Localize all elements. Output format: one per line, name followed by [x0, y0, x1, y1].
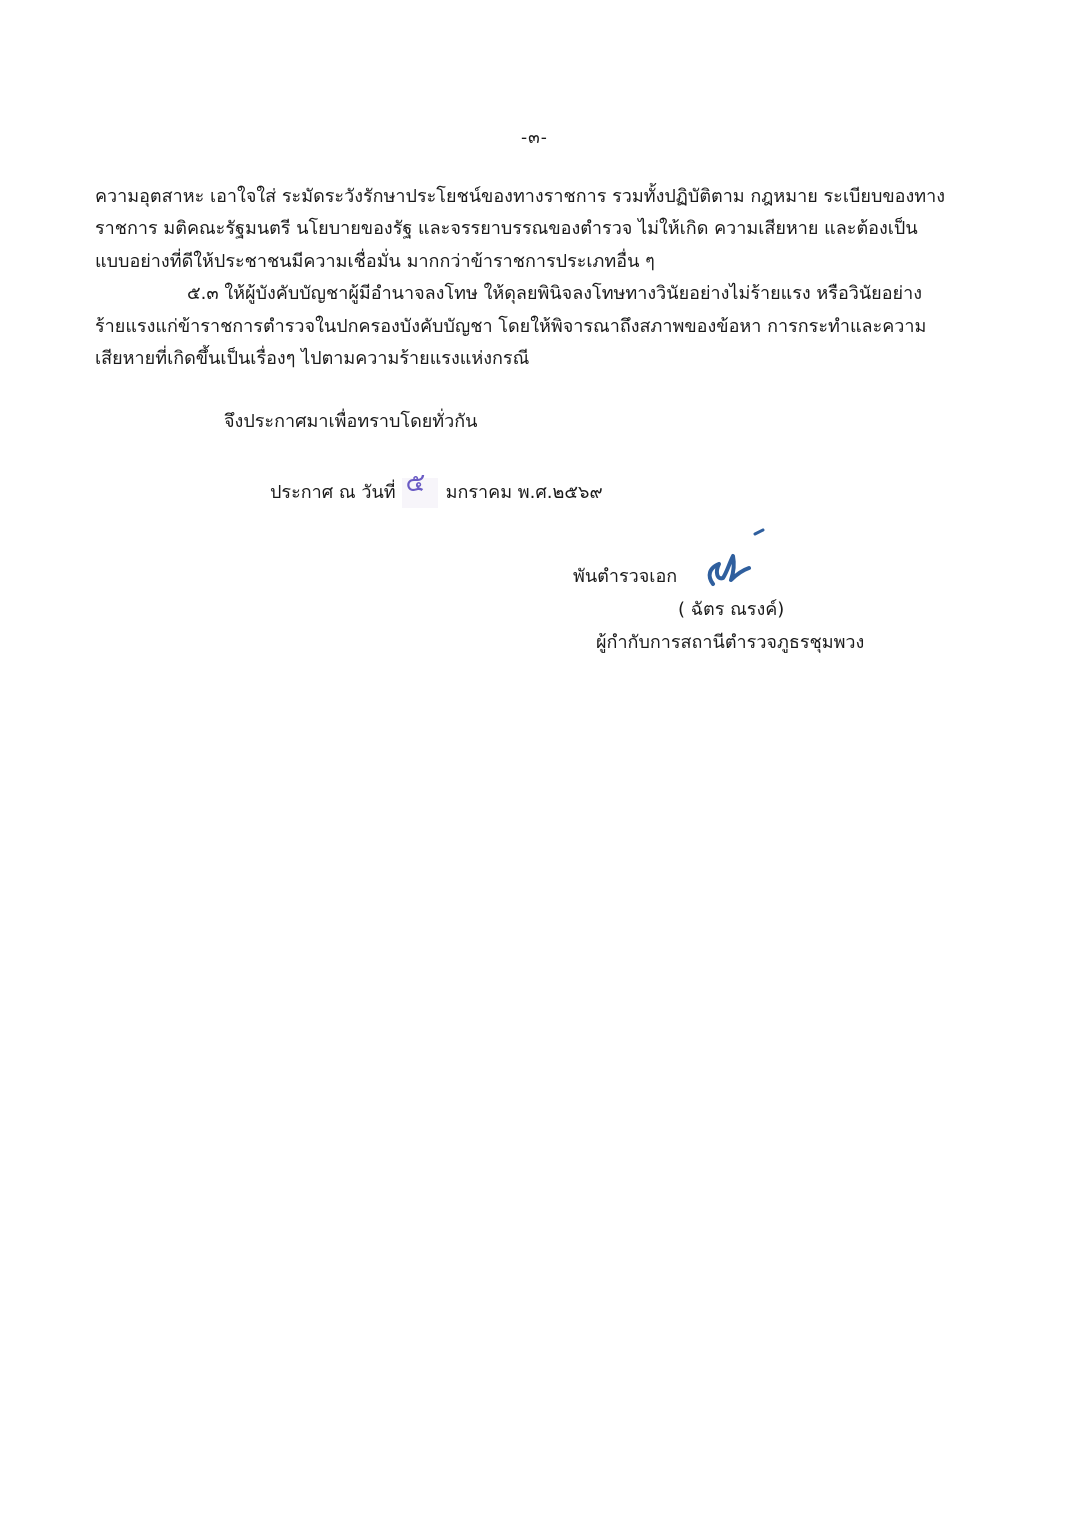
- date-month-year: มกราคม พ.ศ.๒๕๖๙: [445, 482, 603, 503]
- signatory-name: ( ฉัตร ณรงค์): [678, 599, 785, 620]
- announcement-date: [270, 468, 603, 508]
- body-line-3: แบบอย่างที่ดีให้ประชาชนมีความเชื่อมั่น มากกว่าข้าราชการประเภทอื่น ๆ: [95, 251, 655, 272]
- handwritten-signature: [693, 524, 773, 594]
- day-value: ๕: [405, 468, 426, 498]
- body-line-1: ความอุตสาหะ เอาใจใส่ ระมัดระวังรักษาประโยชน์ของทางราชการ รวมทั้งปฏิบัติตาม กฎหมาย ระเบียบของทาง: [95, 186, 946, 207]
- clause-5-3-line-3: เสียหายที่เกิดขึ้นเป็นเรื่องๆ ไปตามความร้ายแรงแห่งกรณี: [95, 348, 530, 369]
- signatory-rank: พันตำรวจเอก: [573, 566, 678, 587]
- signatory-position: ผู้กำกับการสถานีตำรวจภูธรชุมพวง: [596, 632, 865, 653]
- announcement-line: จึงประกาศมาเพื่อทราบโดยทั่วกัน: [224, 411, 478, 432]
- date-prefix: ประกาศ ณ วันที่: [270, 482, 396, 503]
- clause-5-3-line-1: ๕.๓ ให้ผู้บังคับบัญชาผู้มีอำนาจลงโทษ ให้ดุลยพินิจลงโทษทางวินัยอย่างไม่ร้ายแรง หรือวินัยอย่าง: [187, 283, 922, 304]
- page-number: -๓-: [521, 128, 548, 148]
- clause-5-3-line-2: ร้ายแรงแก่ข้าราชการตำรวจในปกครองบังคับบัญชา โดยให้พิจารณาถึงสภาพของข้อหา การกระทำและความ: [95, 316, 927, 337]
- body-line-2: ราชการ มติคณะรัฐมนตรี นโยบายของรัฐ และจรรยาบรรณของตำรวจ ไม่ให้เกิด ความเสียหาย และต้องเป็น: [95, 218, 918, 239]
- handwritten-day: [402, 468, 438, 508]
